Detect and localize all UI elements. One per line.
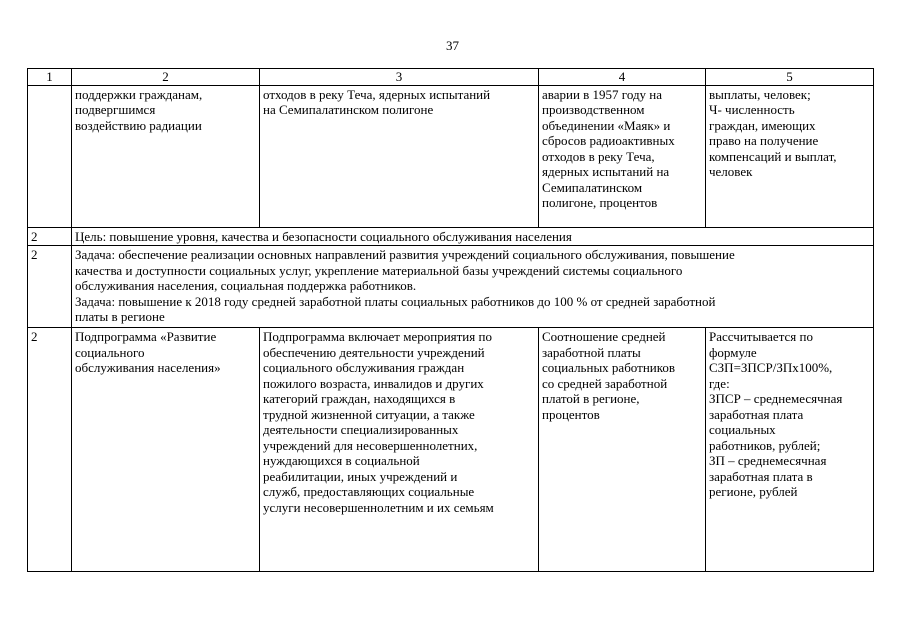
tasks-text-cell xyxy=(72,246,874,328)
continuation-formula-cell: выплаты, человек; Ч- численность граждан, имеющих право на получение компенсаций и выплат, человек xyxy=(706,85,874,227)
subprogram-indicator-cell: Соотношение средней заработной платы социальных работников со средней заработной платой в регионе, процентов xyxy=(539,328,706,572)
indicators-table xyxy=(27,68,874,572)
header-cell-3: 3 xyxy=(260,69,539,86)
continuation-num-cell xyxy=(28,85,72,227)
subprogram-description-cell: Подпрограмма включает мероприятия по обеспечению деятельности учреждений социального обслуживания граждан пожилого возраста, инвалидов и других категорий граждан, находящихся в трудной жизненной ситуации, а также деятельности специализированных учреждений для несовершеннолетних, нуждающихся в социальной реабилитации, иных учреждений и служб, предоставляющих социальные услуги несовершеннолетним и их семьям xyxy=(260,328,539,572)
tasks-num-cell: 2 xyxy=(28,246,72,328)
continuation-description-cell: отходов в реку Теча, ядерных испытаний на Семипалатинском полигоне xyxy=(260,85,539,227)
header-cell-2: 2 xyxy=(72,69,260,86)
goal-num-cell: 2 xyxy=(28,227,72,246)
subprogram-num-cell: 2 xyxy=(28,328,72,572)
continuation-indicator-cell: аварии в 1957 году на производственном объединении «Маяк» и сбросов радиоактивных отходов в реку Теча, ядерных испытаний на Семипалатинском полигоне, процентов xyxy=(539,85,706,227)
header-row xyxy=(28,69,874,86)
header-cell-1: 1 xyxy=(28,69,72,86)
subprogram-formula-cell: Рассчитывается по формуле СЗП=ЗПСР/ЗПх100%, где: ЗПСР – среднемесячная заработная плата социальных работников, рублей; ЗП – среднемесячная заработная плата в регионе, рублей xyxy=(706,328,874,572)
continuation-measure-cell: поддержки гражданам, подвергшимся воздействию радиации xyxy=(72,85,260,227)
tasks-row xyxy=(28,246,874,328)
page-number: 37 xyxy=(446,38,459,53)
goal-row xyxy=(28,227,874,246)
task-1-text: Задача: обеспечение реализации основных направлений развития учреждений социального обслуживания, повышение качества и доступности социальных услуг, укрепление материальной базы учреждений системы социального обслуживания населения, социальная поддержка работников. xyxy=(75,247,735,293)
subprogram-name-cell: Подпрограмма «Развитие социального обслуживания населения» xyxy=(72,328,260,572)
header-cell-4: 4 xyxy=(539,69,706,86)
subprogram-row xyxy=(28,328,874,572)
task-2-text: Задача: повышение к 2018 году средней заработной платы социальных работников до 100 % от средней заработной платы в регионе xyxy=(75,293,716,324)
goal-text-cell: Цель: повышение уровня, качества и безопасности социального обслуживания населения xyxy=(72,227,874,246)
header-cell-5: 5 xyxy=(706,69,874,86)
continuation-row xyxy=(28,85,874,227)
